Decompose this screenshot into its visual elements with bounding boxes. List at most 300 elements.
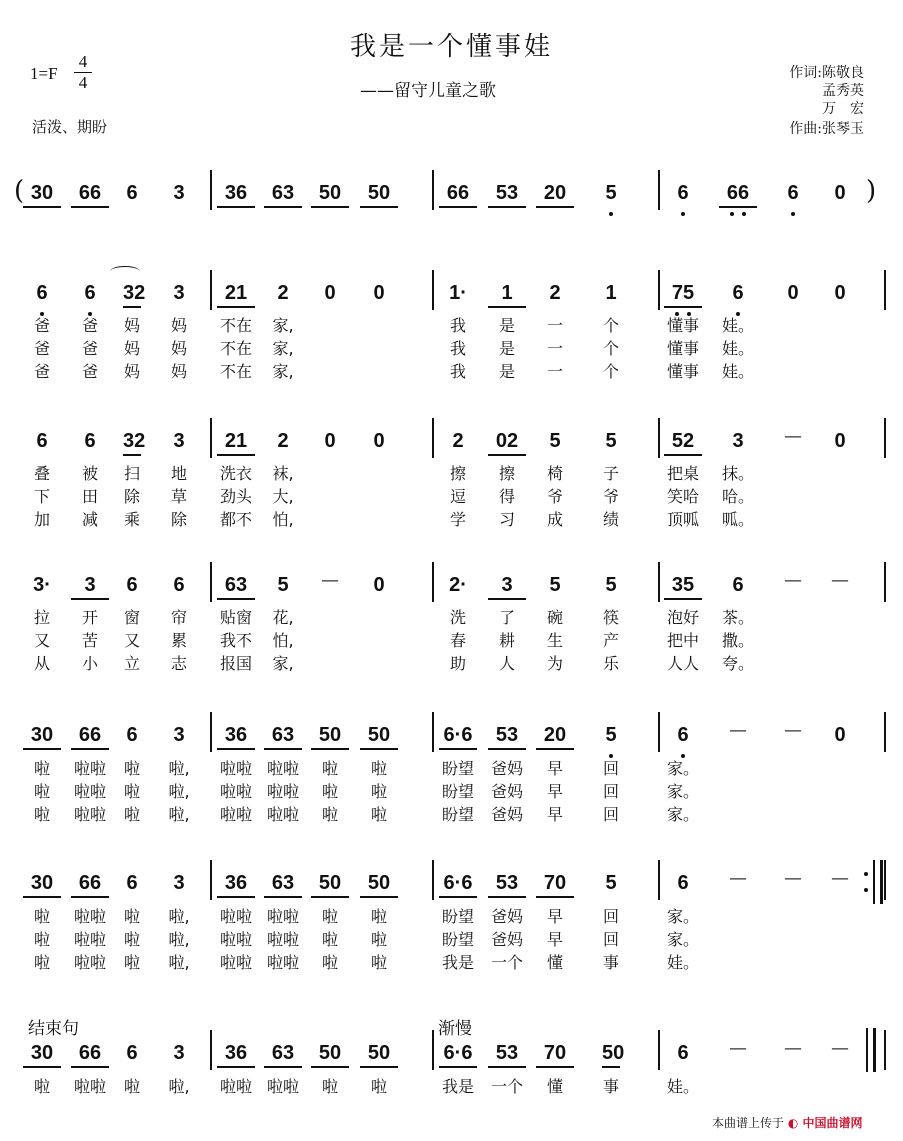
- bar-line: [658, 1030, 660, 1070]
- footer: [712, 1114, 863, 1131]
- bar-line: [210, 712, 212, 752]
- lyric: 怕,: [272, 631, 294, 650]
- note: 3: [173, 872, 185, 894]
- lyric: 啦: [123, 782, 140, 801]
- lyric: 拉: [33, 608, 50, 627]
- lyric: 娃。: [666, 953, 699, 972]
- lyric: 家,: [272, 654, 294, 673]
- lyric: 一: [546, 339, 563, 358]
- lyric: 家。: [666, 930, 699, 949]
- bar-line: [210, 418, 212, 458]
- lyric: 小: [81, 654, 98, 673]
- lyric: 爸: [81, 362, 98, 381]
- note: 0: [373, 430, 385, 452]
- lyric: 啦: [370, 782, 387, 801]
- lyric: 爸妈: [490, 782, 523, 801]
- lyric: 不在: [219, 339, 252, 358]
- lyric: 啦啦: [219, 930, 252, 949]
- lyric: 笑哈: [666, 487, 699, 506]
- note: 50: [360, 180, 398, 208]
- lyric: 回: [602, 805, 619, 824]
- note: 53: [488, 180, 526, 208]
- note: 0: [324, 430, 336, 452]
- sustain-dash: —: [729, 1038, 747, 1059]
- sustain-dash: —: [831, 570, 849, 591]
- note: 66: [719, 180, 757, 208]
- sustain-dash: —: [831, 868, 849, 889]
- bar-line: [658, 860, 660, 900]
- lyric: 顶呱: [666, 510, 699, 529]
- lyric: 回: [602, 907, 619, 926]
- note: 6: [732, 282, 744, 304]
- lyric: 洗: [449, 608, 466, 627]
- lyricist-1: 陈敬良: [822, 65, 864, 81]
- note: 6: [677, 872, 689, 894]
- note: 30: [23, 180, 61, 208]
- lyric: 家。: [666, 759, 699, 778]
- lyric: 懂事: [666, 339, 699, 358]
- lyric: 地: [170, 464, 187, 483]
- sustain-dash: —: [831, 1038, 849, 1059]
- lyric: 是: [498, 339, 515, 358]
- note: 66: [439, 180, 477, 208]
- lyric: 啦啦: [266, 907, 299, 926]
- lyric: 累: [170, 631, 187, 650]
- lyric: 窗: [123, 608, 140, 627]
- note: 75: [664, 280, 702, 308]
- lyric: 是: [498, 362, 515, 381]
- note: 70: [536, 1040, 574, 1068]
- lyric: 报国: [219, 654, 252, 673]
- bar-line: [658, 170, 660, 210]
- note: 30: [23, 722, 61, 750]
- lyric: 事: [602, 953, 619, 972]
- lyric: 事: [602, 1077, 619, 1096]
- lyric: 夸。: [721, 654, 754, 673]
- note: 2: [277, 430, 289, 452]
- site-name: 中国曲谱网: [802, 1116, 863, 1130]
- bar-line-end: [884, 712, 886, 752]
- lyric: 志: [170, 654, 187, 673]
- note: 1: [488, 280, 526, 308]
- bar-line: [210, 860, 212, 900]
- lyric: 撒。: [721, 631, 754, 650]
- lyric: 茶。: [721, 608, 754, 627]
- note: 36: [217, 180, 255, 208]
- lyric: 啦,: [168, 907, 190, 926]
- note: 36: [217, 1040, 255, 1068]
- lyric: 啦: [321, 782, 338, 801]
- lyric: 妈: [123, 316, 140, 335]
- bar-line: [432, 860, 434, 900]
- lyric: 帘: [170, 608, 187, 627]
- lyric: 盼望: [441, 930, 474, 949]
- lyric: 乘: [123, 510, 140, 529]
- lyric: 产: [602, 631, 619, 650]
- lyric: 一个: [490, 1077, 523, 1096]
- lyric: 我不: [219, 631, 252, 650]
- lyric: 个: [602, 339, 619, 358]
- lyric: 早: [546, 907, 563, 926]
- lyric: 春: [449, 631, 466, 650]
- lyric: 家,: [272, 362, 294, 381]
- note: 20: [536, 180, 574, 208]
- lyric: 擦: [449, 464, 466, 483]
- lyric: 娃。: [721, 316, 754, 335]
- note: 66: [71, 722, 109, 750]
- final-bar: [873, 1028, 876, 1072]
- note: 3: [173, 1042, 185, 1064]
- lyricist-line-1: [694, 62, 864, 82]
- bar-line: [432, 562, 434, 602]
- lyric: 回: [602, 930, 619, 949]
- note: 36: [217, 870, 255, 898]
- note: 0: [834, 430, 846, 452]
- lyric: 我是: [441, 953, 474, 972]
- lyric: 习: [498, 510, 515, 529]
- sustain-dash: —: [784, 1038, 802, 1059]
- bar-line: [432, 170, 434, 210]
- lyric: 啦啦: [266, 782, 299, 801]
- lyric: 为: [546, 654, 563, 673]
- note: 53: [488, 870, 526, 898]
- lyric: 懂事: [666, 316, 699, 335]
- lyric: 早: [546, 930, 563, 949]
- lyric: 妈: [170, 316, 187, 335]
- lyric: 早: [546, 759, 563, 778]
- lyric: 泡好: [666, 608, 699, 627]
- lyric: 呱。: [721, 510, 754, 529]
- note: 5: [605, 430, 617, 452]
- lyric: 我: [449, 339, 466, 358]
- bar-line: [210, 1030, 212, 1070]
- bar-line: [432, 712, 434, 752]
- lyric: 啦啦: [73, 930, 106, 949]
- tempo-marking: 活泼、期盼: [32, 118, 108, 136]
- lyric: 家。: [666, 805, 699, 824]
- note: 0: [373, 282, 385, 304]
- lyric: 盼望: [441, 805, 474, 824]
- lyric: 我: [449, 316, 466, 335]
- note: 21: [217, 280, 255, 308]
- note: 50: [311, 180, 349, 208]
- lyric: 啦啦: [73, 1077, 106, 1096]
- note: 50: [360, 1040, 398, 1068]
- note: 0: [834, 724, 846, 746]
- lyric: 早: [546, 782, 563, 801]
- note: 2: [549, 282, 561, 304]
- note: 66: [71, 1040, 109, 1068]
- note: 1·: [449, 282, 467, 304]
- lyric: 啦: [33, 907, 50, 926]
- lyric: 啦: [33, 759, 50, 778]
- lyric: 啦: [33, 782, 50, 801]
- intro-open-paren: (: [14, 176, 25, 206]
- note: 6·6: [439, 870, 477, 898]
- lyric: 把中: [666, 631, 699, 650]
- lyric: 开: [81, 608, 98, 627]
- note: 0: [787, 282, 799, 304]
- lyric: 啦,: [168, 759, 190, 778]
- lyric: 爸: [33, 339, 50, 358]
- lyric: 妈: [123, 339, 140, 358]
- note: 30: [23, 1040, 61, 1068]
- note: 32: [123, 280, 141, 308]
- note: 6: [677, 182, 689, 204]
- lyric: 懂事: [666, 362, 699, 381]
- note: 63: [217, 572, 255, 600]
- bar-line: [658, 270, 660, 310]
- note: 50: [360, 870, 398, 898]
- lyric: 家,: [272, 316, 294, 335]
- lyric: 个: [602, 316, 619, 335]
- lyric: 我: [449, 362, 466, 381]
- lyric: 啦,: [168, 782, 190, 801]
- repeat-dot: [864, 872, 868, 876]
- lyric: 啦: [123, 805, 140, 824]
- lyric: 啦啦: [219, 759, 252, 778]
- lyric: 一个: [490, 953, 523, 972]
- lyric: 啦: [123, 1077, 140, 1096]
- lyric: 回: [602, 782, 619, 801]
- note: 6: [787, 182, 799, 204]
- bar-line: [210, 270, 212, 310]
- lyric: 助: [449, 654, 466, 673]
- time-signature-bottom: 4: [74, 72, 92, 93]
- intro-close-paren: ): [866, 176, 877, 206]
- note: 6: [126, 724, 138, 746]
- note: 30: [23, 870, 61, 898]
- repeat-dot: [864, 888, 868, 892]
- lyric: 啦,: [168, 1077, 190, 1096]
- note: 70: [536, 870, 574, 898]
- lyric: 懂: [546, 953, 563, 972]
- lyrics-label: 作词:: [789, 65, 822, 81]
- note: 3: [488, 572, 526, 600]
- lyric: 爸妈: [490, 907, 523, 926]
- lyric: 啦: [33, 805, 50, 824]
- lyric: 啦啦: [219, 907, 252, 926]
- lyric: 啦: [123, 930, 140, 949]
- lyric: 爸: [81, 339, 98, 358]
- note: 35: [664, 572, 702, 600]
- lyric: 啦啦: [73, 907, 106, 926]
- music-label: 作曲:: [789, 121, 822, 137]
- key-signature: 1=F: [30, 64, 58, 83]
- lyric: 爸妈: [490, 759, 523, 778]
- lyric: 爸妈: [490, 805, 523, 824]
- note: 0: [834, 182, 846, 204]
- lyric: 乐: [602, 654, 619, 673]
- note: 2: [452, 430, 464, 452]
- bar-line: [432, 1030, 434, 1070]
- lyric: 子: [602, 464, 619, 483]
- octave-dot: [609, 212, 613, 216]
- lyric: 啦: [123, 759, 140, 778]
- lyric: 草: [170, 487, 187, 506]
- lyric: 得: [498, 487, 515, 506]
- lyric: 耕: [498, 631, 515, 650]
- note: 53: [488, 722, 526, 750]
- lyricist-3: 万 宏: [822, 101, 864, 117]
- note: 6·6: [439, 722, 477, 750]
- note: 0: [834, 282, 846, 304]
- lyric: 一: [546, 362, 563, 381]
- lyric: 啦啦: [266, 1077, 299, 1096]
- lyric: 家。: [666, 782, 699, 801]
- note: 3: [732, 430, 744, 452]
- lyric: 盼望: [441, 759, 474, 778]
- bar-line-end: [884, 860, 886, 900]
- note: 6: [677, 724, 689, 746]
- slur: [110, 266, 140, 277]
- lyric: 啦,: [168, 930, 190, 949]
- lyric: 啦: [370, 930, 387, 949]
- bar-line: [210, 170, 212, 210]
- lyric: 把桌: [666, 464, 699, 483]
- lyric: 绩: [602, 510, 619, 529]
- lyric: 学: [449, 510, 466, 529]
- lyric: 爸妈: [490, 930, 523, 949]
- note: 52: [664, 428, 702, 456]
- lyric: 家,: [272, 339, 294, 358]
- note: 3: [173, 430, 185, 452]
- footer-text: 本曲谱上传于: [712, 1116, 785, 1130]
- lyric: 啦: [321, 930, 338, 949]
- lyric: 田: [81, 487, 98, 506]
- site-logo: ◐ 中国曲谱网: [787, 1116, 863, 1130]
- note: 21: [217, 428, 255, 456]
- lyric: 啦啦: [219, 953, 252, 972]
- lyric: 贴窗: [219, 608, 252, 627]
- note: 63: [264, 1040, 302, 1068]
- composer: 张琴玉: [822, 121, 864, 137]
- note: 50: [602, 1040, 620, 1068]
- bar-line: [658, 418, 660, 458]
- lyric: 人人: [666, 654, 699, 673]
- octave-dot: [681, 212, 685, 216]
- subtitle: ——留守儿童之歌: [360, 81, 496, 101]
- lyric: 啦: [321, 805, 338, 824]
- note: 6: [173, 574, 185, 596]
- lyric: 怕,: [272, 510, 294, 529]
- bar-line: [658, 562, 660, 602]
- note: 5: [605, 182, 617, 204]
- lyric: 碗: [546, 608, 563, 627]
- final-bar: [866, 1028, 868, 1072]
- note: 2: [277, 282, 289, 304]
- lyric: 啦啦: [73, 782, 106, 801]
- note: 3: [173, 724, 185, 746]
- lyric: 啦: [33, 953, 50, 972]
- lyric: 啦,: [168, 953, 190, 972]
- octave-dot: [791, 212, 795, 216]
- note: 50: [360, 722, 398, 750]
- note: 5: [549, 430, 561, 452]
- lyric: 啦: [370, 805, 387, 824]
- note: 3: [71, 572, 109, 600]
- lyric: 逗: [449, 487, 466, 506]
- note: 32: [123, 428, 141, 456]
- lyric: 加: [33, 510, 50, 529]
- time-signature-top: 4: [78, 52, 88, 71]
- lyric: 娃。: [721, 362, 754, 381]
- lyric: 抹。: [721, 464, 754, 483]
- lyric: 啦: [33, 930, 50, 949]
- note: 5: [549, 574, 561, 596]
- note: 6: [36, 430, 48, 452]
- lyric: 啦啦: [266, 759, 299, 778]
- lyric: 花,: [272, 608, 294, 627]
- bar-line-end: [884, 270, 886, 310]
- lyric: 啦: [123, 953, 140, 972]
- lyric: 大,: [272, 487, 294, 506]
- note: 5: [277, 574, 289, 596]
- lyric: 啦: [321, 953, 338, 972]
- lyric: 啦: [370, 907, 387, 926]
- note: 36: [217, 722, 255, 750]
- note: 6: [36, 282, 48, 304]
- sustain-dash: —: [729, 720, 747, 741]
- note: 50: [311, 1040, 349, 1068]
- sustain-dash: —: [729, 868, 747, 889]
- lyric: 盼望: [441, 782, 474, 801]
- note: 6: [126, 1042, 138, 1064]
- octave-dot: [730, 212, 734, 216]
- lyric: 是: [498, 316, 515, 335]
- lyric: 椅: [546, 464, 563, 483]
- lyric: 生: [546, 631, 563, 650]
- note: 5: [605, 724, 617, 746]
- note: 6: [84, 282, 96, 304]
- sustain-dash: —: [321, 570, 339, 591]
- bar-line-end: [884, 562, 886, 602]
- lyric: 擦: [498, 464, 515, 483]
- lyric: 啦: [321, 1077, 338, 1096]
- note: 3: [173, 182, 185, 204]
- lyric: 啦: [123, 907, 140, 926]
- lyric: 不在: [219, 316, 252, 335]
- lyric: 立: [123, 654, 140, 673]
- lyric: 爸: [33, 316, 50, 335]
- lyric: 叠: [33, 464, 50, 483]
- lyric: 回: [602, 759, 619, 778]
- lyric: 不在: [219, 362, 252, 381]
- note: 53: [488, 1040, 526, 1068]
- lyric: 从: [33, 654, 50, 673]
- note: 6: [126, 574, 138, 596]
- note: 0: [373, 574, 385, 596]
- lyric: 娃。: [666, 1077, 699, 1096]
- lyric: 啦啦: [266, 953, 299, 972]
- note: 5: [605, 872, 617, 894]
- ending-label: 结束句: [28, 1019, 79, 1039]
- lyric: 袜,: [272, 464, 294, 483]
- lyric: 除: [170, 510, 187, 529]
- lyric: 个: [602, 362, 619, 381]
- note: 3·: [33, 574, 51, 596]
- bar-line: [432, 270, 434, 310]
- lyric: 劲头: [219, 487, 252, 506]
- lyric: 苦: [81, 631, 98, 650]
- sustain-dash: —: [784, 570, 802, 591]
- lyric: 被: [81, 464, 98, 483]
- note: 2·: [449, 574, 467, 596]
- lyric: 爸: [81, 316, 98, 335]
- note: 66: [71, 870, 109, 898]
- sustain-dash: —: [784, 720, 802, 741]
- lyric: 啦啦: [219, 1077, 252, 1096]
